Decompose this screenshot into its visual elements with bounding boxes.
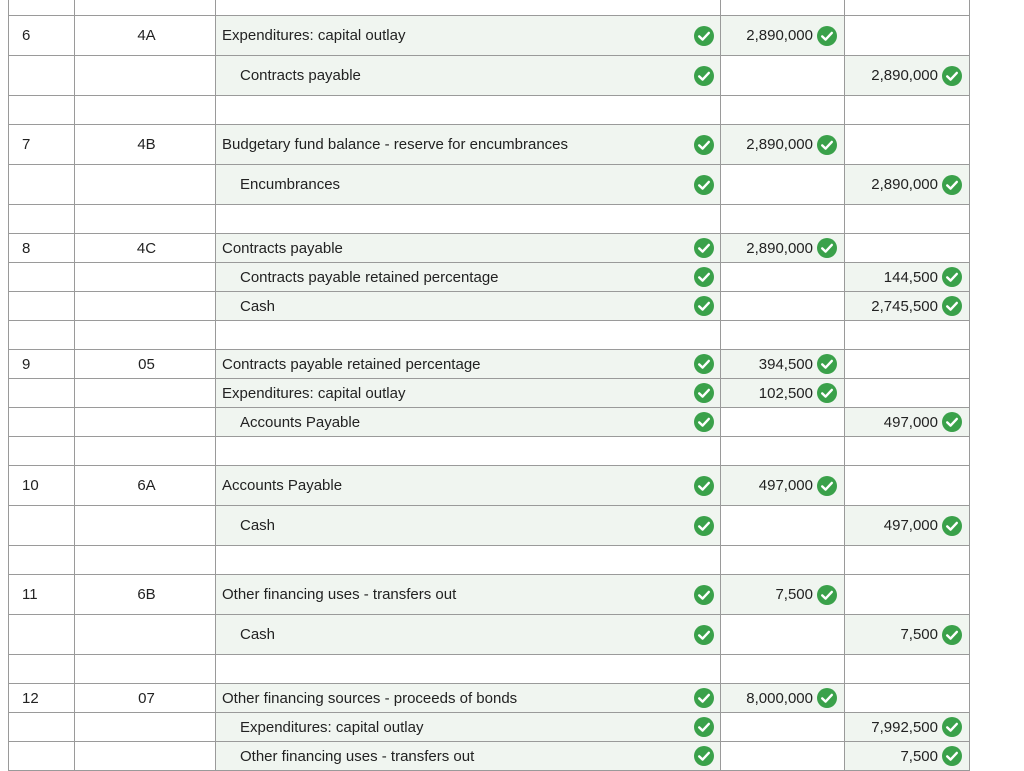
- credit-amount: 2,745,500: [871, 297, 938, 315]
- empty-cell: [74, 321, 216, 350]
- empty-cell: [215, 0, 721, 16]
- check-circle-icon: [694, 585, 714, 605]
- debit-input[interactable]: [720, 292, 845, 321]
- account-name: Accounts Payable: [240, 413, 361, 431]
- credit-amount: 2,890,000: [871, 67, 938, 84]
- check-circle-icon: [694, 175, 714, 195]
- transaction-number-cell: [8, 165, 75, 205]
- credit-amount: 497,000: [883, 517, 938, 534]
- event-code: 6A: [137, 477, 156, 494]
- account-name: Other financing uses - transfers out: [222, 586, 457, 603]
- account-select[interactable]: [215, 234, 721, 263]
- debit-amount: 497,000: [758, 477, 813, 494]
- event-cell: [74, 742, 216, 771]
- empty-cell: [844, 96, 970, 125]
- account-select[interactable]: [215, 16, 721, 56]
- check-circle-icon: [694, 717, 714, 737]
- credit-input[interactable]: [844, 16, 970, 56]
- empty-cell: [215, 205, 721, 234]
- check-circle-icon: [817, 135, 837, 155]
- check-circle-icon: [694, 135, 714, 155]
- empty-cell: [215, 96, 721, 125]
- account-name: Contracts payable retained percentage: [222, 355, 481, 373]
- event-cell: [74, 263, 216, 292]
- account-select[interactable]: [215, 466, 721, 506]
- credit-amount: 2,890,000: [871, 176, 938, 193]
- empty-cell: [8, 437, 75, 466]
- empty-cell: [720, 96, 845, 125]
- check-circle-icon: [694, 238, 714, 258]
- credit-input[interactable]: [844, 165, 970, 205]
- empty-cell: [720, 0, 845, 16]
- empty-cell: [844, 205, 970, 234]
- transaction-number-cell: [8, 408, 75, 437]
- check-circle-icon: [942, 412, 962, 432]
- account-name: Expenditures: capital outlay: [240, 718, 424, 736]
- debit-input[interactable]: [720, 575, 845, 615]
- account-name: Budgetary fund balance - reserve for encumbrances: [222, 136, 569, 153]
- spacer-row: [8, 96, 970, 125]
- event-cell: [74, 379, 216, 408]
- transaction-number-cell: [8, 379, 75, 408]
- credit-input[interactable]: [844, 263, 970, 292]
- account-select[interactable]: [215, 408, 721, 437]
- credit-input[interactable]: [844, 350, 970, 379]
- check-circle-icon: [694, 26, 714, 46]
- transaction-number-cell: [8, 56, 75, 96]
- check-circle-icon: [694, 267, 714, 287]
- debit-amount: 8,000,000: [746, 689, 813, 707]
- debit-amount: 102,500: [758, 384, 813, 402]
- transaction-number-cell: [8, 466, 75, 506]
- account-name: Contracts payable retained percentage: [240, 268, 499, 286]
- account-select[interactable]: [215, 713, 721, 742]
- debit-input[interactable]: [720, 56, 845, 96]
- journal-line: [8, 742, 970, 771]
- event-cell: [74, 234, 216, 263]
- empty-cell: [720, 437, 845, 466]
- empty-cell: [215, 546, 721, 575]
- event-cell: [74, 684, 216, 713]
- transaction-number-cell: [8, 125, 75, 165]
- journal-line: [8, 263, 970, 292]
- credit-amount: 144,500: [883, 268, 938, 286]
- check-circle-icon: [942, 625, 962, 645]
- check-circle-icon: [694, 354, 714, 374]
- spacer-row: [8, 205, 970, 234]
- debit-input[interactable]: [720, 684, 845, 713]
- check-circle-icon: [942, 175, 962, 195]
- credit-amount: 7,992,500: [871, 718, 938, 736]
- account-select[interactable]: [215, 350, 721, 379]
- empty-cell: [74, 546, 216, 575]
- journal-line: [8, 16, 970, 56]
- account-select[interactable]: [215, 125, 721, 165]
- empty-cell: [74, 655, 216, 684]
- credit-input[interactable]: [844, 684, 970, 713]
- check-circle-icon: [694, 688, 714, 708]
- debit-input[interactable]: [720, 234, 845, 263]
- credit-input[interactable]: [844, 56, 970, 96]
- debit-input[interactable]: [720, 408, 845, 437]
- event-cell: [74, 466, 216, 506]
- credit-input[interactable]: [844, 292, 970, 321]
- event-cell: [74, 125, 216, 165]
- spacer-row: [8, 437, 970, 466]
- journal-line: [8, 379, 970, 408]
- check-circle-icon: [942, 717, 962, 737]
- event-cell: [74, 713, 216, 742]
- transaction-number-cell: [8, 234, 75, 263]
- event-code: 4B: [137, 136, 156, 153]
- empty-cell: [844, 437, 970, 466]
- transaction-number-cell: [8, 684, 75, 713]
- credit-input[interactable]: [844, 713, 970, 742]
- journal-line: [8, 615, 970, 655]
- debit-amount: 394,500: [758, 355, 813, 373]
- check-circle-icon: [817, 26, 837, 46]
- transaction-number: 6: [22, 27, 31, 44]
- debit-input[interactable]: [720, 125, 845, 165]
- event-code: 4A: [137, 27, 156, 44]
- empty-cell: [8, 205, 75, 234]
- check-circle-icon: [694, 66, 714, 86]
- empty-cell: [844, 321, 970, 350]
- account-select[interactable]: [215, 292, 721, 321]
- account-name: Other financing uses - transfers out: [240, 747, 475, 765]
- check-circle-icon: [694, 383, 714, 403]
- debit-input[interactable]: [720, 615, 845, 655]
- empty-cell: [844, 546, 970, 575]
- debit-amount: 2,890,000: [746, 27, 813, 44]
- debit-amount: 2,890,000: [746, 239, 813, 257]
- credit-amount: 7,500: [900, 626, 938, 643]
- empty-cell: [720, 546, 845, 575]
- credit-input[interactable]: [844, 408, 970, 437]
- empty-cell: [74, 437, 216, 466]
- empty-cell: [720, 655, 845, 684]
- journal-line: [8, 506, 970, 546]
- account-select[interactable]: [215, 263, 721, 292]
- transaction-number: 8: [22, 239, 31, 257]
- account-name: Expenditures: capital outlay: [222, 384, 406, 402]
- transaction-number: 12: [22, 689, 39, 707]
- check-circle-icon: [817, 238, 837, 258]
- empty-cell: [74, 96, 216, 125]
- account-name: Expenditures: capital outlay: [222, 27, 406, 44]
- transaction-number-cell: [8, 263, 75, 292]
- event-cell: [74, 615, 216, 655]
- event-cell: [74, 165, 216, 205]
- account-name: Cash: [240, 297, 276, 315]
- check-circle-icon: [817, 383, 837, 403]
- event-cell: [74, 56, 216, 96]
- debit-input[interactable]: [720, 466, 845, 506]
- debit-amount: 7,500: [775, 586, 813, 603]
- check-circle-icon: [817, 688, 837, 708]
- empty-cell: [844, 0, 970, 16]
- check-circle-icon: [942, 267, 962, 287]
- check-circle-icon: [817, 354, 837, 374]
- empty-cell: [215, 437, 721, 466]
- credit-amount: 7,500: [900, 747, 938, 765]
- debit-input[interactable]: [720, 16, 845, 56]
- transaction-number-cell: [8, 16, 75, 56]
- account-select[interactable]: [215, 742, 721, 771]
- journal-line: [8, 684, 970, 713]
- account-name: Cash: [240, 517, 276, 534]
- event-cell: [74, 506, 216, 546]
- event-cell: [74, 408, 216, 437]
- journal-line: [8, 292, 970, 321]
- check-circle-icon: [694, 296, 714, 316]
- empty-cell: [8, 321, 75, 350]
- empty-cell: [8, 0, 75, 16]
- credit-input[interactable]: [844, 466, 970, 506]
- debit-input[interactable]: [720, 350, 845, 379]
- transaction-number-cell: [8, 713, 75, 742]
- account-name: Contracts payable: [240, 67, 361, 84]
- check-circle-icon: [694, 746, 714, 766]
- event-code: 6B: [137, 586, 156, 603]
- credit-input[interactable]: [844, 742, 970, 771]
- journal-line: [8, 466, 970, 506]
- debit-input[interactable]: [720, 713, 845, 742]
- check-circle-icon: [942, 746, 962, 766]
- credit-input[interactable]: [844, 379, 970, 408]
- account-name: Other financing sources - proceeds of bonds: [222, 689, 518, 707]
- credit-input[interactable]: [844, 234, 970, 263]
- account-select[interactable]: [215, 165, 721, 205]
- empty-cell: [720, 321, 845, 350]
- transaction-number: 7: [22, 136, 31, 153]
- journal-line: [8, 575, 970, 615]
- check-circle-icon: [942, 66, 962, 86]
- account-select[interactable]: [215, 379, 721, 408]
- check-circle-icon: [942, 516, 962, 536]
- check-circle-icon: [694, 625, 714, 645]
- journal-entry-table: [8, 0, 970, 771]
- check-circle-icon: [694, 412, 714, 432]
- debit-input[interactable]: [720, 506, 845, 546]
- event-cell: [74, 292, 216, 321]
- credit-input[interactable]: [844, 615, 970, 655]
- credit-amount: 497,000: [883, 413, 938, 431]
- account-name: Accounts Payable: [222, 477, 343, 494]
- debit-input[interactable]: [720, 165, 845, 205]
- event-code: 4C: [136, 239, 157, 257]
- journal-line: [8, 713, 970, 742]
- journal-line: [8, 234, 970, 263]
- empty-cell: [8, 96, 75, 125]
- spacer-row: [8, 321, 970, 350]
- debit-amount: 2,890,000: [746, 136, 813, 153]
- journal-line: [8, 408, 970, 437]
- journal-line: [8, 125, 970, 165]
- empty-cell: [8, 655, 75, 684]
- event-cell: [74, 350, 216, 379]
- empty-cell: [8, 546, 75, 575]
- transaction-number-cell: [8, 575, 75, 615]
- debit-input[interactable]: [720, 742, 845, 771]
- transaction-number: 11: [22, 586, 38, 603]
- check-circle-icon: [694, 516, 714, 536]
- transaction-number-cell: [8, 615, 75, 655]
- event-cell: [74, 16, 216, 56]
- check-circle-icon: [817, 476, 837, 496]
- empty-cell: [844, 655, 970, 684]
- transaction-number: 9: [22, 355, 31, 373]
- account-name: Contracts payable: [222, 239, 343, 257]
- credit-input[interactable]: [844, 125, 970, 165]
- event-code: 07: [138, 689, 155, 707]
- account-name: Cash: [240, 626, 276, 643]
- journal-line: [8, 350, 970, 379]
- account-name: Encumbrances: [240, 176, 341, 193]
- transaction-number-cell: [8, 292, 75, 321]
- spacer-row: [8, 0, 970, 16]
- debit-input[interactable]: [720, 263, 845, 292]
- spacer-row: [8, 655, 970, 684]
- empty-cell: [720, 205, 845, 234]
- event-cell: [74, 575, 216, 615]
- journal-line: [8, 165, 970, 205]
- account-select[interactable]: [215, 56, 721, 96]
- empty-cell: [74, 205, 216, 234]
- check-circle-icon: [942, 296, 962, 316]
- account-select[interactable]: [215, 575, 721, 615]
- account-select[interactable]: [215, 684, 721, 713]
- spacer-row: [8, 546, 970, 575]
- event-code: 05: [138, 355, 155, 373]
- check-circle-icon: [694, 476, 714, 496]
- credit-input[interactable]: [844, 575, 970, 615]
- empty-cell: [215, 321, 721, 350]
- transaction-number-cell: [8, 742, 75, 771]
- account-select[interactable]: [215, 506, 721, 546]
- journal-line: [8, 56, 970, 96]
- transaction-number: 10: [22, 477, 39, 494]
- debit-input[interactable]: [720, 379, 845, 408]
- account-select[interactable]: [215, 615, 721, 655]
- credit-input[interactable]: [844, 506, 970, 546]
- transaction-number-cell: [8, 350, 75, 379]
- empty-cell: [215, 655, 721, 684]
- check-circle-icon: [817, 585, 837, 605]
- transaction-number-cell: [8, 506, 75, 546]
- empty-cell: [74, 0, 216, 16]
